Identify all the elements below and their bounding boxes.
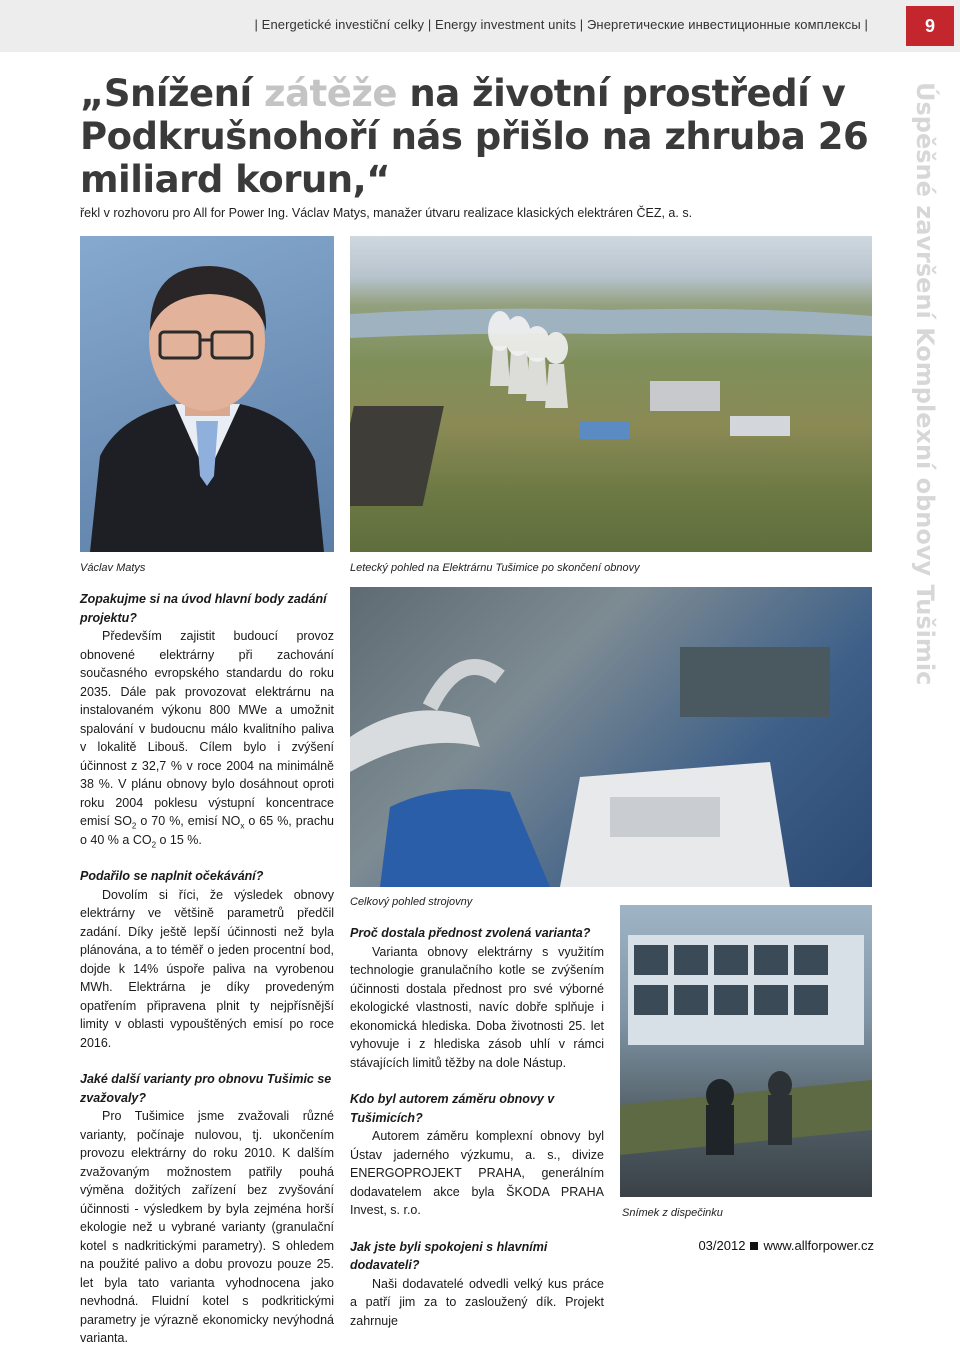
headline-open-quote: „ [80,72,104,115]
answer-3: Pro Tušimice jsme zvažovali různé varianty, počínaje nulovou, tj. ukončením provozu elektrárny do roku 2010. K dalším zvažovaným možnostem patřily pouhá výměna dožitých zařízení bez zvyšování účinnosti - výsledkem by byla zejména horší ekologie než u vybrané varianty (granulační kotel s nadkritickými parametry). S ohledem na použité palivo a dobu provozu pouze 25. let byla tato varianta vyhodnocena jako nevhodná. Fluidní kotel s podkritickými parametry je výrazně ekonomicky nevýhodná varianta. [80,1109,334,1345]
subheadline: řekl v rozhovoru pro All for Power Ing. Václav Matys, manažer útvaru realizace klasických elektráren ČEZ, a. s. [80,206,693,220]
column-left [80,590,334,1348]
side-title [908,82,942,746]
question-4: Proč dostala přednost zvolená varianta? [350,926,591,940]
answer-1: Především zajistit budoucí provoz obnovené elektrárny při zachování současného evropského standardu do roku 2035. Dále pak provozovat elektrárnu na instalovaném výkonu 800 MWe a umožnit spalování v budoucnu málo kvalitního paliva v lokalitě Libouš. Cílem bylo i zvýšení účinnost z 32,7 % v roce 2004 na minimálně 38 %. V plánu obnovy bylo dosáhnout oproti roku 2004 poklesu výstupní koncentrace emisí $SO_2$ o 70 %, emisí $NO_x$ o 65 %, prachu o 40 % a $CO_2$ o 15 %. [80,629,334,849]
question-3: Jaké další varianty pro obnovu Tušimic se zvažovaly? [80,1072,332,1105]
answer-2: Dovolím si říci, že výsledek obnovy elektrárny ve většině parametrů předčil zadání. Díky ještě lepší účinnosti než byla plánována, a to téměř o jeden procentní bod, dojde k 14% úspoře paliva na vyrobenou MWh. Elektrárna je díky provedeným opatřením připravena plnit ty nejpřísnější limity v oblasti vypouštěných emisí po roce 2016. [80,887,334,1050]
turbine-caption: Celkový pohled strojovny [350,896,473,908]
website-link[interactable]: www.allforpower.cz [763,1238,874,1253]
headline [80,72,880,201]
headline-part1: Snížení [103,72,265,115]
question-2: Podařilo se naplnit očekávání? [80,869,264,883]
issue-number: 03/2012 [698,1238,746,1253]
page-number: 9 [906,6,954,46]
aerial-photo [350,236,872,552]
portrait-illustration [80,236,334,552]
question-1: Zopakujme si na úvod hlavní body zadání projektu? [80,592,327,625]
aerial-caption: Letecký pohled na Elektrárnu Tušimice po skončení obnovy [350,562,640,574]
question-5: Kdo byl autorem záměru obnovy v Tušimicích? [350,1092,555,1125]
headline-part2: na životní prostředí v Podkrušnohoří nás přišlo na zhruba 26 miliard korun,“ [80,72,869,201]
question-6: Jak jste byli spokojeni s hlavními dodavateli? [350,1239,548,1272]
turbine-hall-photo [350,587,872,887]
control-room-photo [620,905,872,1197]
answer-6: Naši dodavatelé odvedli velký kus práce a patří jim za to zasloužený dík. Projekt zahrnuje [350,1276,604,1328]
control-caption: Snímek z dispečinku [622,1207,723,1219]
section-title: | Energetické investiční celky | Energy investment units | Энергетические инвестиционные комплексы | [254,17,868,32]
answer-5: Autorem záměru komplexní obnovy byl Ústav jaderného výzkumu, a. s., divize ENERGOPROJEKT PRAHA, generálním dodavatelem akce byla ŠKODA PRAHA Invest, s. r.o. [350,1129,604,1217]
headline-highlight: zátěže [264,72,397,115]
page-footer [698,1238,874,1253]
power-plant-illustration [350,236,872,552]
square-icon [750,1242,758,1250]
portrait-photo [80,236,334,552]
turbine-illustration [350,587,872,887]
side-title-text: Úspěšné završení Komplexní obnovy Tušimic [911,82,939,686]
answer-4: Varianta obnovy elektrárny s využitím technologie granulačního kotle se zvýšením účinnosti dostala přednost pro své výborné ekologické vlastnosti, navíc dobře splňuje i ekonomická hlediska. Doba životnosti 25. let vyhovuje i z hlediska zásob uhlí v rámci stávajících limitů těžby na dole Nástup. [350,944,604,1070]
control-room-illustration [620,905,872,1197]
page-header [0,0,960,52]
portrait-caption: Václav Matys [80,562,146,574]
column-middle [350,924,604,1330]
